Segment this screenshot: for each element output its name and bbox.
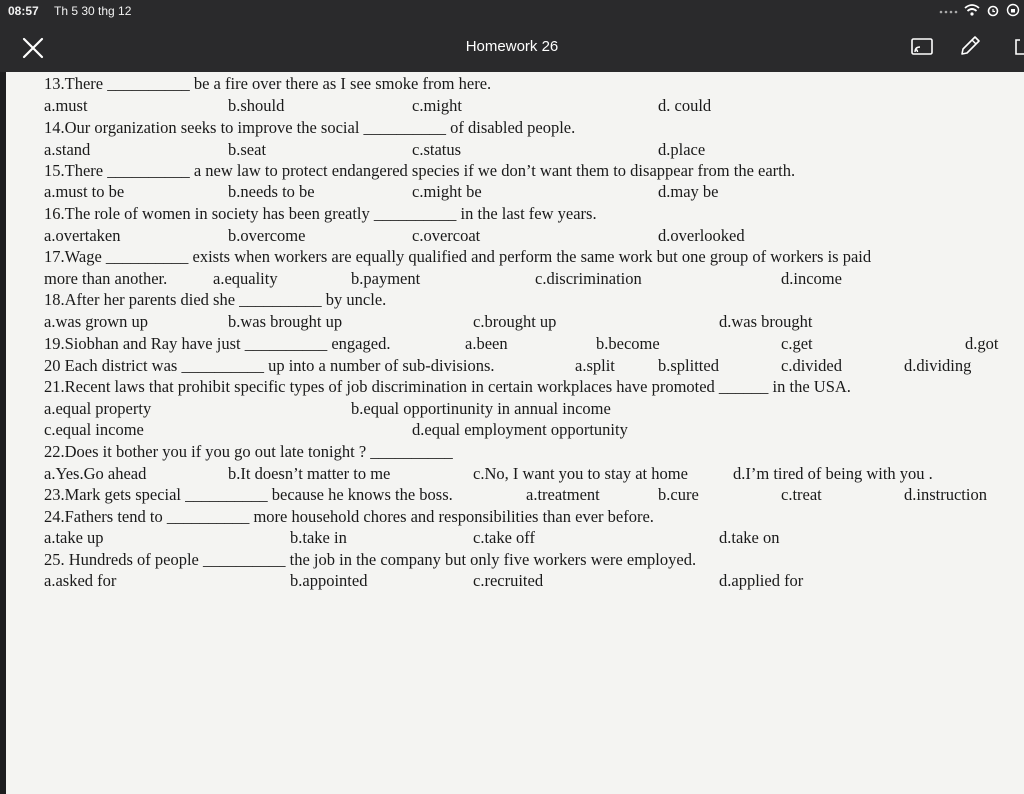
document-page (6, 72, 1024, 794)
option-18a: a.was grown up (44, 312, 149, 331)
option-21a: a.equal property (44, 399, 152, 418)
option-14d: d.place (658, 140, 706, 159)
option-22b: b.It doesn’t matter to me (228, 464, 391, 483)
question-16: 16.The role of women in society has been greatly __________ in the last few years. (44, 204, 597, 223)
option-13b: b.should (228, 96, 285, 115)
option-22c: c.No, I want you to stay at home (473, 464, 688, 483)
question-20: 20 Each district was __________ up into a number of sub-divisions. (44, 356, 495, 375)
dots-icon (938, 3, 958, 17)
option-14c: c.status (412, 140, 462, 159)
option-21d: d.equal employment opportunity (412, 420, 628, 439)
question-15: 15.There __________ a new law to protect endangered species if we don’t want them to disappear from the earth. (44, 161, 796, 180)
option-20a: a.split (575, 356, 615, 375)
option-23c: c.treat (781, 485, 822, 504)
question-21: 21.Recent laws that prohibit specific types of job discrimination in certain workplaces have promoted ______ in the USA. (44, 377, 851, 396)
airplay-icon[interactable] (910, 36, 934, 58)
option-24c: c.take off (473, 528, 535, 547)
option-22a: a.Yes.Go ahead (44, 464, 147, 483)
option-17b: b.payment (351, 269, 421, 288)
option-15a: a.must to be (44, 182, 125, 201)
question-18: 18.After her parents died she __________ by uncle. (44, 290, 387, 309)
option-16c: c.overcoat (412, 226, 481, 245)
question-13: 13.There __________ be a fire over there as I see smoke from here. (44, 74, 492, 93)
option-18d: d.was brought (719, 312, 813, 331)
alarm-icon (986, 3, 1000, 17)
pencil-markup-icon[interactable] (958, 34, 982, 58)
question-24: 24.Fathers tend to __________ more household chores and responsibilities than ever before. (44, 507, 654, 526)
option-17a: a.equality (213, 269, 278, 288)
option-18b: b.was brought up (228, 312, 343, 331)
option-21c: c.equal income (44, 420, 144, 439)
option-22d: d.I’m tired of being with you . (733, 464, 933, 483)
status-time: 08:57 (8, 4, 39, 18)
option-25a: a.asked for (44, 571, 117, 590)
question-23: 23.Mark gets special __________ because he knows the boss. (44, 485, 453, 504)
status-date: Th 5 30 thg 12 (54, 4, 132, 18)
option-15d: d.may be (658, 182, 719, 201)
wifi-icon (964, 3, 980, 17)
share-icon[interactable] (1010, 34, 1024, 58)
status-bar (0, 0, 1024, 22)
option-16d: d.overlooked (658, 226, 745, 245)
option-14a: a.stand (44, 140, 91, 159)
option-25d: d.applied for (719, 571, 804, 590)
option-20d: d.dividing (904, 356, 972, 375)
option-19c: c.get (781, 334, 813, 353)
option-25c: c.recruited (473, 571, 544, 590)
option-19b: b.become (596, 334, 660, 353)
option-14b: b.seat (228, 140, 267, 159)
option-16b: b.overcome (228, 226, 306, 245)
option-18c: c.brought up (473, 312, 557, 331)
question-19: 19.Siobhan and Ray have just __________ engaged. (44, 334, 391, 353)
question-25: 25. Hundreds of people __________ the job in the company but only five workers were employed. (44, 550, 697, 569)
question-17-cont: more than another. (44, 269, 168, 288)
toolbar (0, 22, 1024, 72)
option-23a: a.treatment (526, 485, 600, 504)
option-25b: b.appointed (290, 571, 368, 590)
option-24b: b.take in (290, 528, 347, 547)
option-17d: d.income (781, 269, 842, 288)
option-13d: d. could (658, 96, 712, 115)
option-23b: b.cure (658, 485, 699, 504)
option-16a: a.overtaken (44, 226, 121, 245)
question-17: 17.Wage __________ exists when workers are equally qualified and perform the same work but one group of workers is paid (44, 247, 872, 266)
option-19d: d.got (965, 334, 999, 353)
status-icons (938, 3, 1020, 17)
question-22: 22.Does it bother you if you go out late tonight ? __________ (44, 442, 453, 461)
option-17c: c.discrimination (535, 269, 642, 288)
question-14: 14.Our organization seeks to improve the social __________ of disabled people. (44, 118, 576, 137)
option-15b: b.needs to be (228, 182, 315, 201)
option-24d: d.take on (719, 528, 780, 547)
option-15c: c.might be (412, 182, 482, 201)
option-20c: c.divided (781, 356, 842, 375)
lock-rotation-icon (1006, 3, 1020, 17)
option-13c: c.might (412, 96, 462, 115)
option-20b: b.splitted (658, 356, 719, 375)
option-13a: a.must (44, 96, 88, 115)
option-24a: a.take up (44, 528, 104, 547)
document-title: Homework 26 (465, 38, 559, 55)
option-23d: d.instruction (904, 485, 987, 504)
option-21b: b.equal opportinunity in annual income (351, 399, 611, 418)
option-19a: a.been (465, 334, 508, 353)
